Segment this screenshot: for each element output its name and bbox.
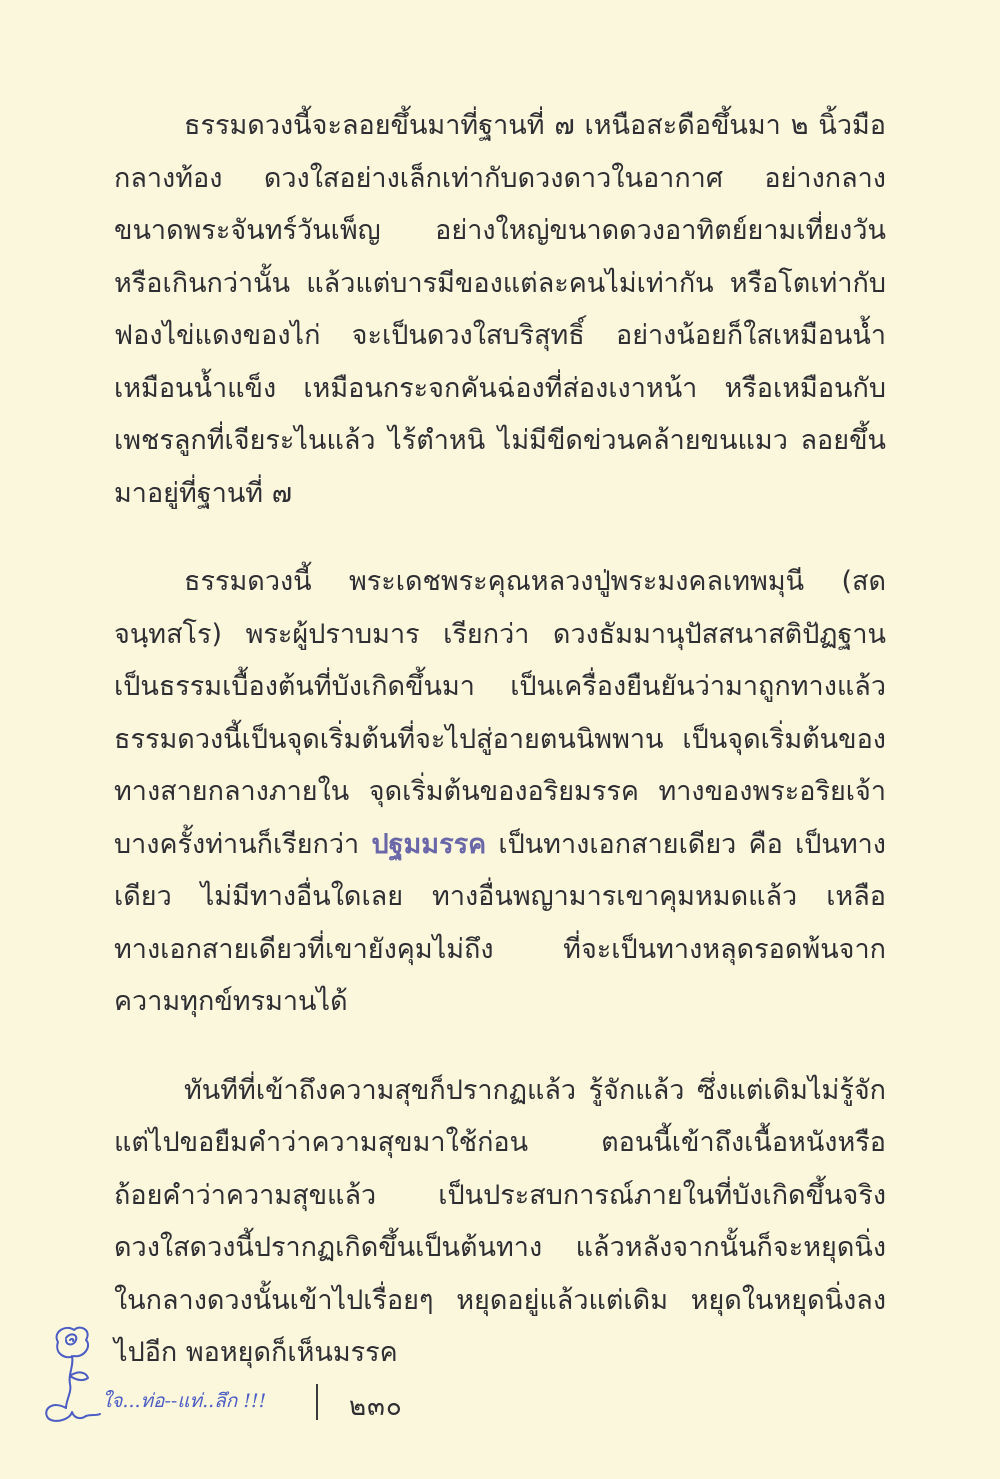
signature-text: ใจ...ท่อ--แท่..ลึก !!!	[102, 1390, 267, 1412]
page-number: ๒๓๐	[349, 1392, 403, 1422]
paragraph-2-text-after: เป็นทางเอกสายเดียว คือ เป็นทางเดียว ไม่มีทางอื่นใดเลย ทางอื่นพญามารเขาคุมหมดแล้ว เหลือทางเอกสายเดียวที่เขายังคุมไม่ถึง ที่จะเป็นทางหลุดรอดพ้นจากความทุกข์ทรมานได้	[114, 828, 886, 1017]
page-footer	[36, 1320, 456, 1440]
paragraph-2-text-before: ธรรมดวงนี้ พระเดชพระคุณหลวงปู่พระมงคลเทพมุนี (สด จนฺทสโร) พระผู้ปราบมาร เรียกว่า ดวงธัมมานุปัสสนาสติปัฏฐาน เป็นธรรมเบื้องต้นที่บังเกิดขึ้นมา เป็นเครื่องยืนยันว่ามาถูกทางแล้ว ธรรมดวงนี้เป็นจุดเริ่มต้นที่จะไปสู่อายตนนิพพาน เป็นจุดเริ่มต้นของทางสายกลางภายใน จุดเริ่มต้นของอริยมรรค ทางของพระอริยเจ้า บางครั้งท่านก็เรียกว่า	[114, 566, 886, 860]
paragraph-1: ธรรมดวงนี้จะลอยขึ้นมาที่ฐานที่ ๗ เหนือสะดือขึ้นมา ๒ นิ้วมือ กลางท้อง ดวงใสอย่างเล็กเท่ากับดวงดาวในอากาศ อย่างกลางขนาดพระจันทร์วันเพ็ญ อย่างใหญ่ขนาดดวงอาทิตย์ยามเที่ยงวันหรือเกินกว่านั้น แล้วแต่บารมีของแต่ละคนไม่เท่ากัน หรือโตเท่ากับฟองไข่แดงของไก่ จะเป็นดวงใสบริสุทธิ์ อย่างน้อยก็ใสเหมือนน้ำ เหมือนน้ำแข็ง เหมือนกระจกคันฉ่องที่ส่องเงาหน้า หรือเหมือนกับเพชรลูกที่เจียระไนแล้ว ไร้ตำหนิ ไม่มีขีดข่วนคล้ายขนแมว ลอยขึ้นมาอยู่ที่ฐานที่ ๗	[114, 110, 886, 509]
paragraph-3: ทันทีที่เข้าถึงความสุขก็ปรากฏแล้ว รู้จักแล้ว ซึ่งแต่เดิมไม่รู้จัก แต่ไปขอยืมคำว่าความสุขมาใช้ก่อน ตอนนี้เข้าถึงเนื้อหนังหรือถ้อยคำว่าความสุขแล้ว เป็นประสบการณ์ภายในที่บังเกิดขึ้นจริง ดวงใสดวงนี้ปรากฏเกิดขึ้นเป็นต้นทาง แล้วหลังจากนั้นก็จะหยุดนิ่งในกลางดวงนั้นเข้าไปเรื่อยๆ หยุดอยู่แล้วแต่เดิม หยุดในหยุดนิ่งลงไปอีก พอหยุดก็เห็นมรรค	[114, 1074, 886, 1368]
paragraph-2	[114, 556, 886, 1029]
footer-divider	[316, 1384, 318, 1420]
page-body	[114, 100, 886, 1380]
highlighted-term: ปฐมมรรค	[371, 828, 487, 860]
